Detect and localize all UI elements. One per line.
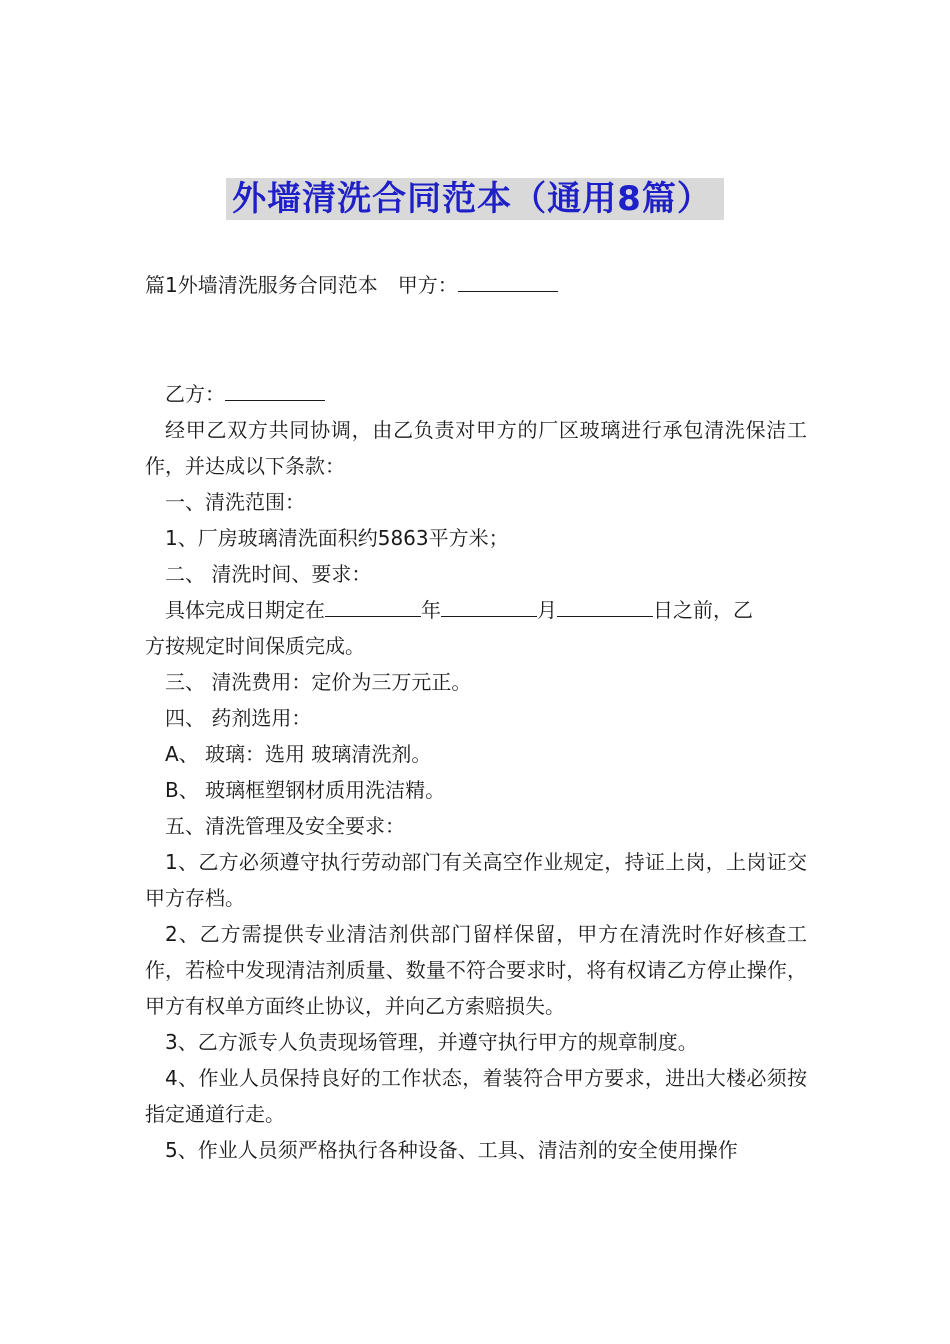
section-5-item-5: 5、作业人员须严格执行各种设备、工具、清洁剂的安全使用操作 (165, 1138, 738, 1162)
section-4-item-a: A、 玻璃：选用 玻璃清洗剂。 (165, 742, 432, 766)
heading-text: 篇1外墙清洗服务合同范本 甲方： (145, 273, 458, 297)
section-5-item-3: 3、乙方派专人负责现场管理，并遵守执行甲方的规章制度。 (165, 1030, 698, 1054)
section-2-title: 二、 清洗时间、要求： (165, 562, 372, 586)
section-1-item-1: 1、厂房玻璃清洗面积约5863平方米； (165, 526, 509, 550)
section-3: 三、 清洗费用：定价为三万元正。 (165, 670, 472, 694)
party-b-line (145, 376, 807, 412)
heading-line (145, 267, 807, 303)
section-2-date-line (145, 592, 807, 628)
section-2-line-2: 方按规定时间保质完成。 (145, 634, 365, 658)
day-blank (557, 594, 653, 617)
section-1-title: 一、清洗范围： (165, 490, 305, 514)
party-b-blank (225, 378, 325, 401)
section-5-item-1: 1、乙方必须遵守执行劳动部门有关高空作业规定，持证上岗，上岗证交甲方存档。 (145, 850, 807, 910)
party-b-label: 乙方： (165, 382, 225, 406)
intro-paragraph: 经甲乙双方共同协调，由乙负责对甲方的厂区玻璃进行承包清洗保洁工作，并达成以下条款： (145, 418, 807, 478)
month-blank (441, 594, 537, 617)
section-5-item-2: 2、乙方需提供专业清洁剂供部门留样保留，甲方在清洗时作好核查工作，若检中发现清洁剂质量、数量不符合要求时，将有权请乙方停止操作，甲方有权单方面终止协议，并向乙方索赔损失。 (145, 922, 807, 1018)
section-5-item-4: 4、作业人员保持良好的工作状态，着装符合甲方要求，进出大楼必须按指定通道行走。 (145, 1066, 807, 1126)
year-label: 年 (421, 598, 441, 622)
contract-body (145, 376, 807, 1168)
document-title: 外墙清洗合同范本（通用8篇） (226, 178, 724, 220)
title-container (0, 178, 950, 220)
date-prefix: 具体完成日期定在 (165, 598, 325, 622)
year-blank (325, 594, 421, 617)
month-label: 月 (537, 598, 557, 622)
party-a-blank (458, 269, 558, 292)
section-4-item-b: B、 玻璃框塑钢材质用洗洁精。 (165, 778, 446, 802)
section-5-title: 五、清洗管理及安全要求： (165, 814, 405, 838)
day-suffix: 日之前，乙 (653, 598, 753, 622)
section-4-title: 四、 药剂选用： (165, 706, 312, 730)
